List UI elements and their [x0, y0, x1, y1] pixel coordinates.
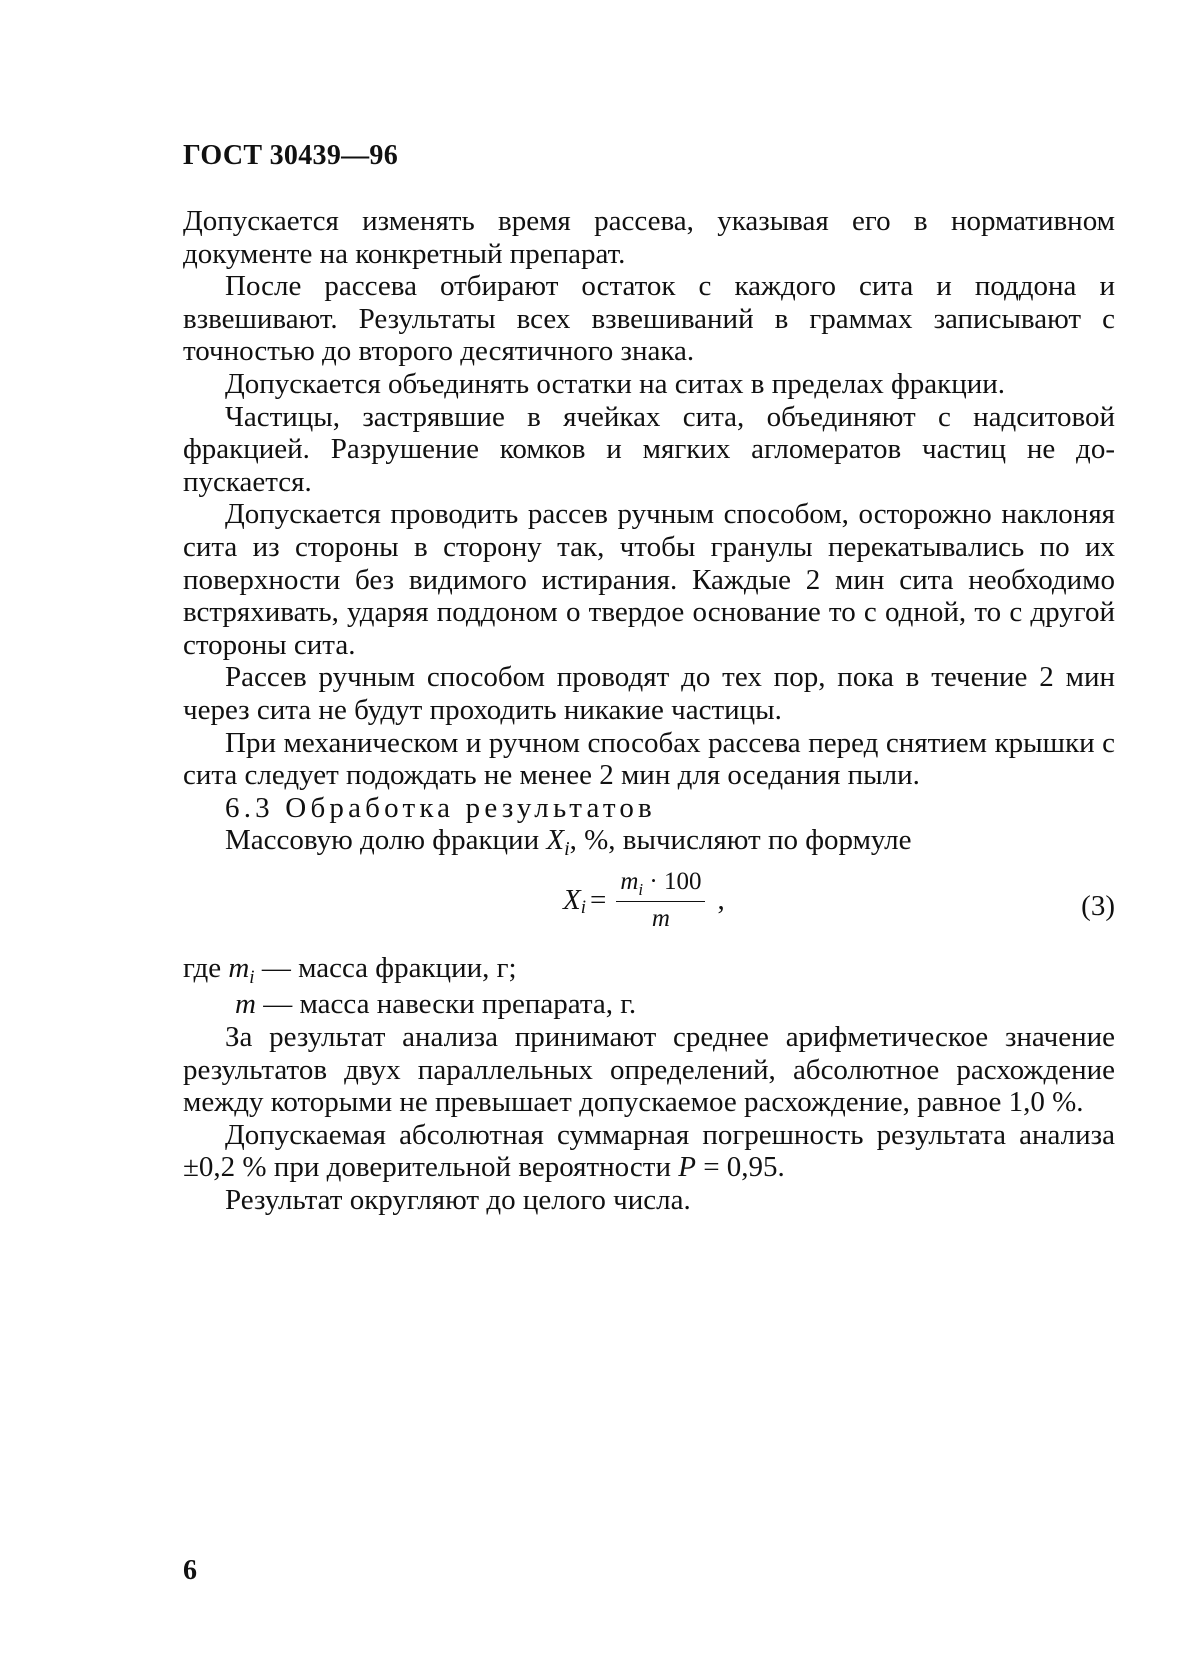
where-desc1: — масса фракции, г; — [254, 951, 517, 984]
formula-lhs-subscript: i — [580, 897, 586, 919]
formula-equals: = — [590, 884, 607, 917]
formula-3 — [563, 868, 725, 933]
where-desc2: — масса навески препарата, г. — [255, 988, 637, 1021]
paragraph-weighing: После рассева отбирают остаток с каждого сита и поддона и взвешивают. Результаты всех взвешиваний в граммах записывают с точностью до второго десятичного знака. — [183, 270, 1115, 368]
where-prefix: где — [183, 951, 229, 984]
formula-num-variable: m — [620, 867, 639, 895]
document-code-header: ГОСТ 30439—96 — [183, 140, 399, 171]
paragraph-combine-residues: Допускается объединять остатки на ситах в пределах фракции. — [225, 367, 1006, 400]
formula-intro-variable: X — [546, 824, 565, 857]
where-var1-subscript: i — [249, 966, 255, 988]
error-after: = 0,95. — [695, 1151, 785, 1184]
formula-numerator — [616, 868, 705, 902]
formula-number: (3) — [1081, 889, 1115, 922]
paragraph-dust-settling: При механическом и ручном способах рассева перед снятием крышки с сита следует подождать не менее 2 мин для оседания пыли. — [183, 726, 1115, 792]
document-body — [183, 205, 1115, 1217]
paragraph-error — [183, 1119, 1115, 1184]
formula-trailing-comma: , — [717, 884, 725, 917]
formula-num-subscript: i — [638, 879, 644, 899]
formula-intro-before: Массовую долю фракции — [225, 824, 547, 857]
formula-row — [183, 860, 1115, 952]
formula-fraction — [616, 868, 705, 933]
paragraph-result-mean: За результат анализа принимают среднее арифметическое значение результатов двух параллельных определений, абсолютное расхождение между которыми не превышает допускаемое расхождение, равное 1,0 %. — [183, 1021, 1115, 1119]
formula-lhs-variable: X — [563, 884, 581, 917]
formula-num-rest: · 100 — [649, 867, 702, 895]
paragraph-manual-sieving: Допускается проводить рассев ручным способом, осторожно наклоняя сита из стороны в сторону так, чтобы гранулы перекатывались по их поверхности без видимого истирания. Каждые 2 мин сита необходимо встряхивать, ударяя поддоном о твердое основание то с одной, то с другой стороны сита. — [183, 498, 1115, 661]
formula-intro — [183, 824, 1115, 860]
paragraph-stuck-particles: Частицы, застрявшие в ячейках сита, объединяют с надситовой фракцией. Разрушение комков и мягких агломератов частиц не допускается. — [183, 400, 1115, 498]
paragraph-manual-duration: Рассев ручным способом проводят до тех пор, пока в течение 2 мин через сита не будут проходить никакие частицы. — [183, 661, 1115, 726]
paragraph-sieving-time: Допускается изменять время рассева, указывая его в нормативном документе на конкретный препарат. — [183, 205, 1115, 270]
formula-intro-after: , %, вычисляют по формуле — [569, 824, 912, 857]
paragraph-rounding: Результат округляют до целого числа. — [225, 1184, 691, 1217]
section-title: 6.3 Обработка результатов — [225, 791, 656, 824]
error-variable: P — [678, 1151, 696, 1184]
where-line-1 — [183, 952, 1115, 989]
formula-denominator: m — [651, 904, 670, 932]
where-line-2 — [183, 988, 1115, 1021]
where-var1: m — [228, 951, 250, 984]
page-number: 6 — [183, 1555, 197, 1586]
formula-intro-subscript: i — [564, 838, 570, 861]
where-var2: m — [235, 988, 256, 1021]
error-before: Допускаемая абсолютная суммарная погрешность результата анализа ±0,2 % при доверительной вероятности — [183, 1118, 1115, 1184]
